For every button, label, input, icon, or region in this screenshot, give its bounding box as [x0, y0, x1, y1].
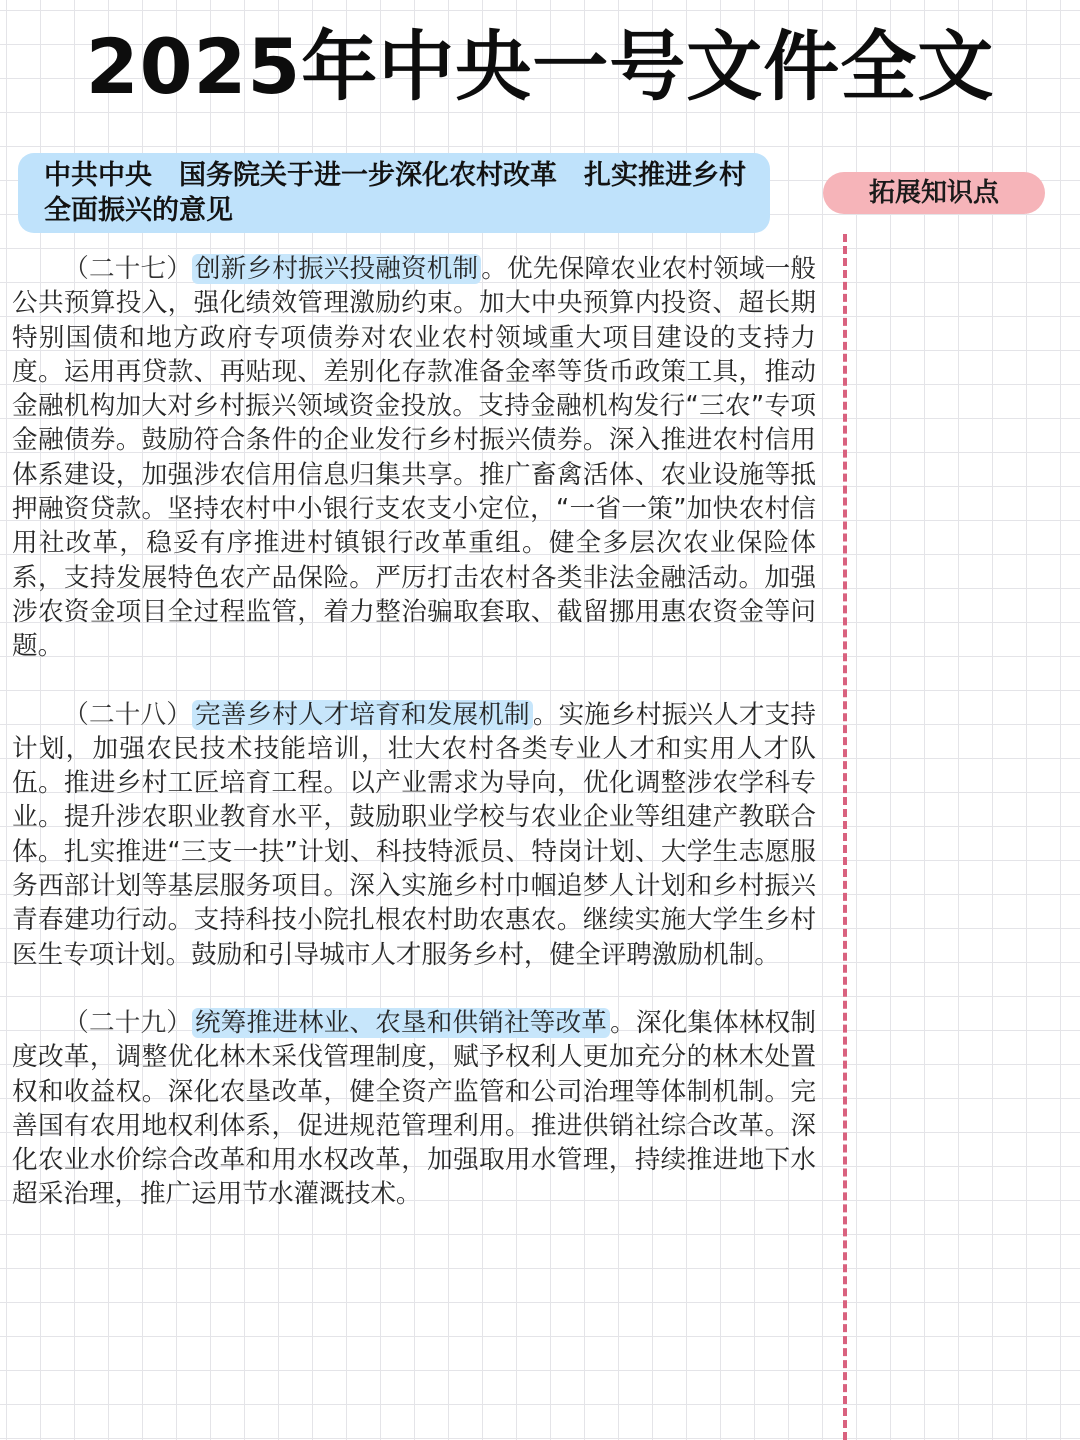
section-number: （二十七）: [63, 254, 192, 284]
section-heading-highlight: 完善乡村人才培育和发展机制: [192, 700, 533, 730]
document-title-banner: 中共中央 国务院关于进一步深化农村改革 扎实推进乡村全面振兴的意见: [18, 153, 770, 233]
section-body: 。实施乡村振兴人才支持计划，加强农民技术技能培训，壮大农村各类专业人才和实用人才队伍。推进乡村工匠培育工程。以产业需求为导向，优化调整涉农学科专业。提升涉农职业教育水平，鼓励职业学校与农业企业等组建产教联合体。扎实推进“三支一扶”计划、科技特派员、特岗计划、大学生志愿服务西部计划等基层服务项目。深入实施乡村巾帼追梦人计划和乡村振兴青春建功行动。支持科技小院扎根农村助农惠农。继续实施大学生乡村医生专项计划。鼓励和引导城市人才服务乡村，健全评聘激励机制。: [12, 699, 816, 970]
section-body: 。深化集体林权制度改革，调整优化林木采伐管理制度，赋予权利人更加充分的林木处置权和收益权。深化农垦改革，健全资产监管和公司治理等体制机制。完善国有农用地权利体系，促进规范管理利用。推进供销社综合改革。深化农业水价综合改革和用水权改革，加强取用水管理，持续推进地下水超采治理，推广运用节水灌溉技术。: [12, 1007, 816, 1210]
dashed-divider: [843, 234, 847, 1440]
section-body: 。优先保障农业农村领域一般公共预算投入，强化绩效管理激励约束。加大中央预算内投资、超长期特别国债和地方政府专项债券对农业农村领域重大项目建设的支持力度。运用再贷款、再贴现、差别化存款准备金率等货币政策工具，推动金融机构加大对乡村振兴领域资金投放。支持金融机构发行“三农”专项金融债券。鼓励符合条件的企业发行乡村振兴债券。深入推进农村信用体系建设，加强涉农信用信息归集共享。推广畜禽活体、农业设施等抵押融资贷款。坚持农村中小银行支农支小定位，“一省一策”加快农村信用社改革，稳妥有序推进村镇银行改革重组。健全多层次农业保险体系，支持发展特色农产品保险。严厉打击农村各类非法金融活动。加强涉农资金项目全过程监管，着力整治骗取套取、截留挪用惠农资金等问题。: [12, 254, 816, 662]
article-body: [12, 252, 816, 1246]
section-number: （二十九）: [63, 1007, 192, 1038]
section-27: [12, 252, 816, 664]
page-title: 2025年中央一号文件全文: [85, 22, 995, 111]
section-29: [12, 1006, 816, 1212]
section-heading-highlight: 统筹推进林业、农垦和供销社等改革: [192, 1008, 610, 1038]
section-heading-highlight: 创新乡村振兴投融资机制: [192, 254, 481, 284]
section-number: （二十八）: [63, 699, 192, 730]
section-28: [12, 698, 816, 972]
extension-knowledge-badge[interactable]: 拓展知识点: [823, 172, 1045, 214]
